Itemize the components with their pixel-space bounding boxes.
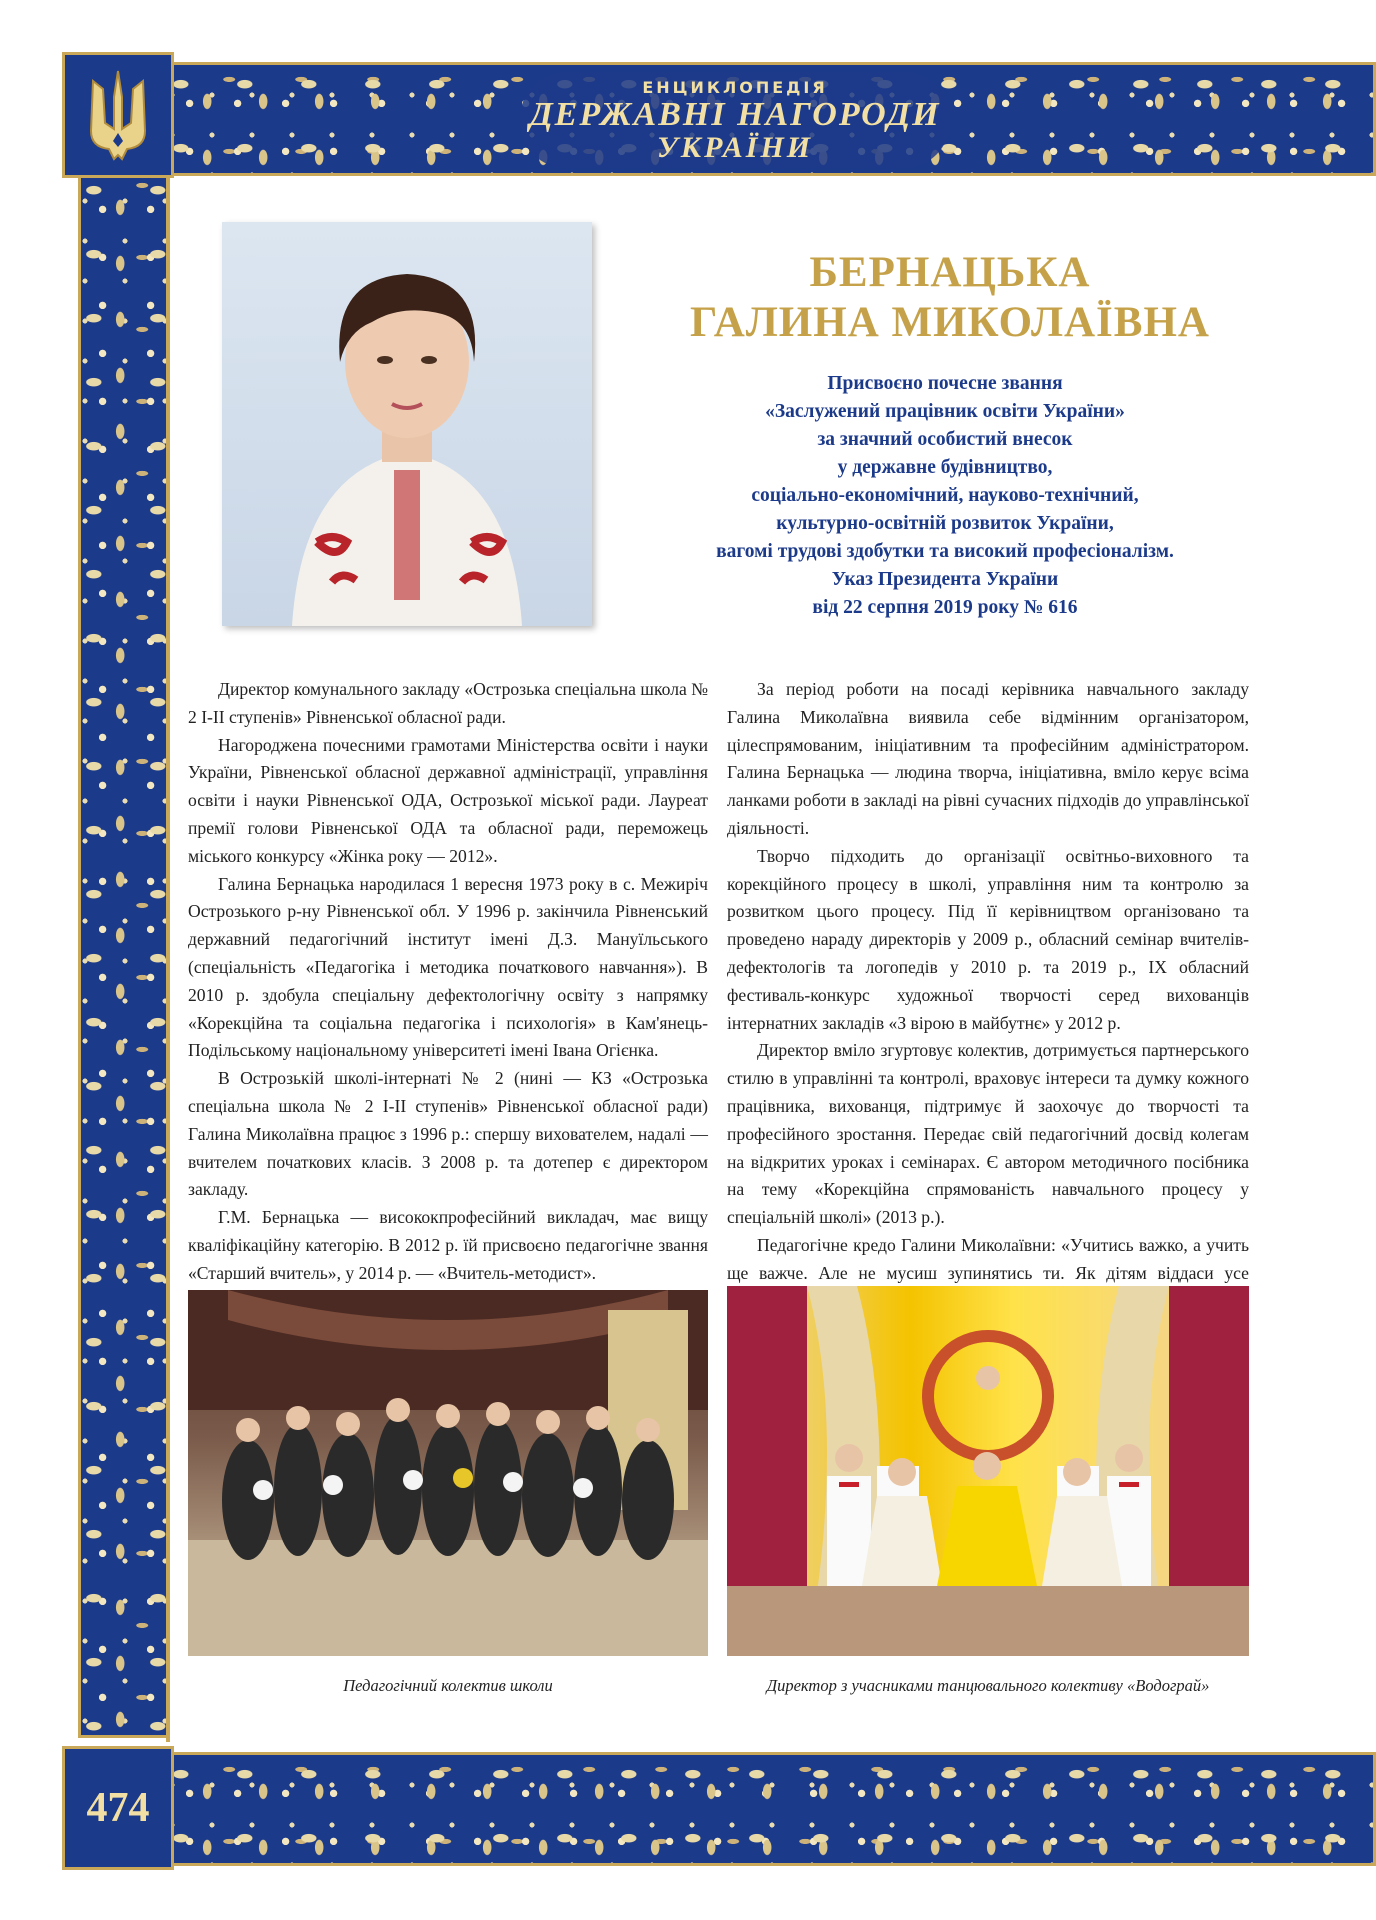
paragraph: Директор комунального закладу «Острозька спеціальна школа № 2 І-ІІ ступенів» Рівненської обласної ради.: [188, 679, 708, 727]
trident-emblem-box: [62, 52, 174, 178]
encyclopedia-title-plate: [520, 72, 950, 168]
award-line: Присвоєно почесне звання: [827, 373, 1063, 394]
award-line: соціально-економічний, науково-технічний,: [751, 485, 1139, 506]
header-line-2: ДЕРЖАВНІ НАГОРОДИ: [529, 95, 941, 133]
paragraph: Творчо підходить до організації освітньо-виховного та корекційного процесу в школі, управління ним та контролю за розвитком цього процесу. Під її керівництвом організовано та проведено нараду директорів у 2009 р., обласний семінар вчителів-дефектологів та логопедів у 2010 р. та 2019 р., ІХ обласний фестиваль-конкурс художньої творчості серед вихованців інтернатних закладів «З вірою в майбутнє» у 2012 р.: [727, 845, 1249, 1033]
award-line: «Заслужений працівник освіти України»: [765, 401, 1125, 422]
award-line: культурно-освітній розвиток України,: [776, 513, 1114, 534]
header-line-3: УКРАЇНИ: [656, 130, 814, 164]
person-name: [650, 248, 1250, 348]
frame-gold-line: [166, 168, 170, 1742]
page-number-box: [62, 1746, 174, 1870]
award-statement: [640, 370, 1250, 622]
trident-icon: [83, 67, 153, 163]
paragraph: Директор вміло згуртовує колектив, дотримується партнерського стилю в управлінні та контролі, враховує інтереси та думку кожного працівника, вихованця, підтримує й заохочує до творчості та професійного зростання. Передає свій педагогічний досвід колегам на відкритих уроках і семінарах. Є автором методичного посібника на тему «Корекційна спрямованість навчального процесу у спеціальній школі» (2013 р.).: [727, 1040, 1249, 1228]
award-line: Указ Президента України: [831, 569, 1059, 590]
award-line: вагомі трудові здобутки та високий професіоналізм.: [716, 541, 1174, 562]
award-line: у державне будівництво,: [837, 457, 1053, 478]
page-number: 474: [86, 1785, 150, 1831]
paragraph: Нагороджена почесними грамотами Міністерства освіти і науки України, Рівненської обласної державної адміністрації, управління освіти і науки Рівненської ОДА, Острозької міської ради. Лауреат премії голови Рівненської ОДА та обласної ради, переможець міського конкурсу «Жінка року — 2012».: [188, 734, 708, 866]
paragraph: Г.М. Бернацька — висококпрофесійний викладач, має вищу кваліфікаційну категорію. В 2012 р. їй присвоєно педагогічне звання «Старший вчитель», у 2014 р. — «Вчитель-методист».: [188, 1207, 708, 1283]
bottom-ornament-band: [168, 1752, 1376, 1866]
staff-group-photo: [188, 1290, 708, 1656]
paragraph: Галина Бернацька народилася 1 вересня 1973 року в с. Межиріч Острозького р-ну Рівненської обл. У 1996 р. закінчила Рівненський державний педагогічний інститут імені Д.З. Мануїльського (спеціальність «Педагогіка і методика початкового навчання»). В 2010 р. здобула спеціальну дефектологічну освіту з напрямку «Корекційна та соціальна педагогіка і психологія» в Кам'янець-Подільському національному університеті імені Івана Огієнка.: [188, 873, 708, 1061]
left-photo-caption: Педагогічний колектив школи: [343, 1676, 553, 1695]
person-surname: БЕРНАЦЬКА: [809, 249, 1091, 296]
right-text-column: [727, 676, 1249, 1315]
right-photo-caption: Директор з учасниками танцювального колективу «Водограй»: [766, 1676, 1210, 1695]
dance-group-photo: [727, 1286, 1249, 1656]
person-given-names: ГАЛИНА МИКОЛАЇВНА: [690, 299, 1210, 346]
award-line: за значний особистий внесок: [817, 429, 1073, 450]
header-line-1: ЕНЦИКЛОПЕДІЯ: [642, 77, 828, 97]
left-text-column: [188, 676, 708, 1288]
portrait-photo: [222, 222, 592, 626]
left-ornament-band: [78, 168, 170, 1738]
paragraph: В Острозькій школі-інтернаті № 2 (нині — КЗ «Острозька спеціальна школа № 2 І-ІІ ступенів» Рівненської обласної ради) Галина Миколаївна працює з 1996 р.: спершу вихователем, надалі — вчителем початкових класів. З 2008 р. та дотепер є директором закладу.: [188, 1068, 708, 1200]
award-line: від 22 серпня 2019 року № 616: [812, 597, 1078, 618]
paragraph: За період роботи на посаді керівника навчального закладу Галина Миколаївна виявила себе відмінним організатором, цілеспрямованим, ініціативним та професійним адміністратором. Галина Бернацька — людина творча, ініціативна, вміло керує всіма ланками роботи в закладі на рівні сучасних підходів до управлінської діяльності.: [727, 679, 1249, 838]
paragraph: Педагогічне кредо Галини Миколаївни: «Учитись важко, а учить ще важче. Але не мусиш зупинятись ти. Як дітям віддаси усе: [727, 1234, 1249, 1283]
